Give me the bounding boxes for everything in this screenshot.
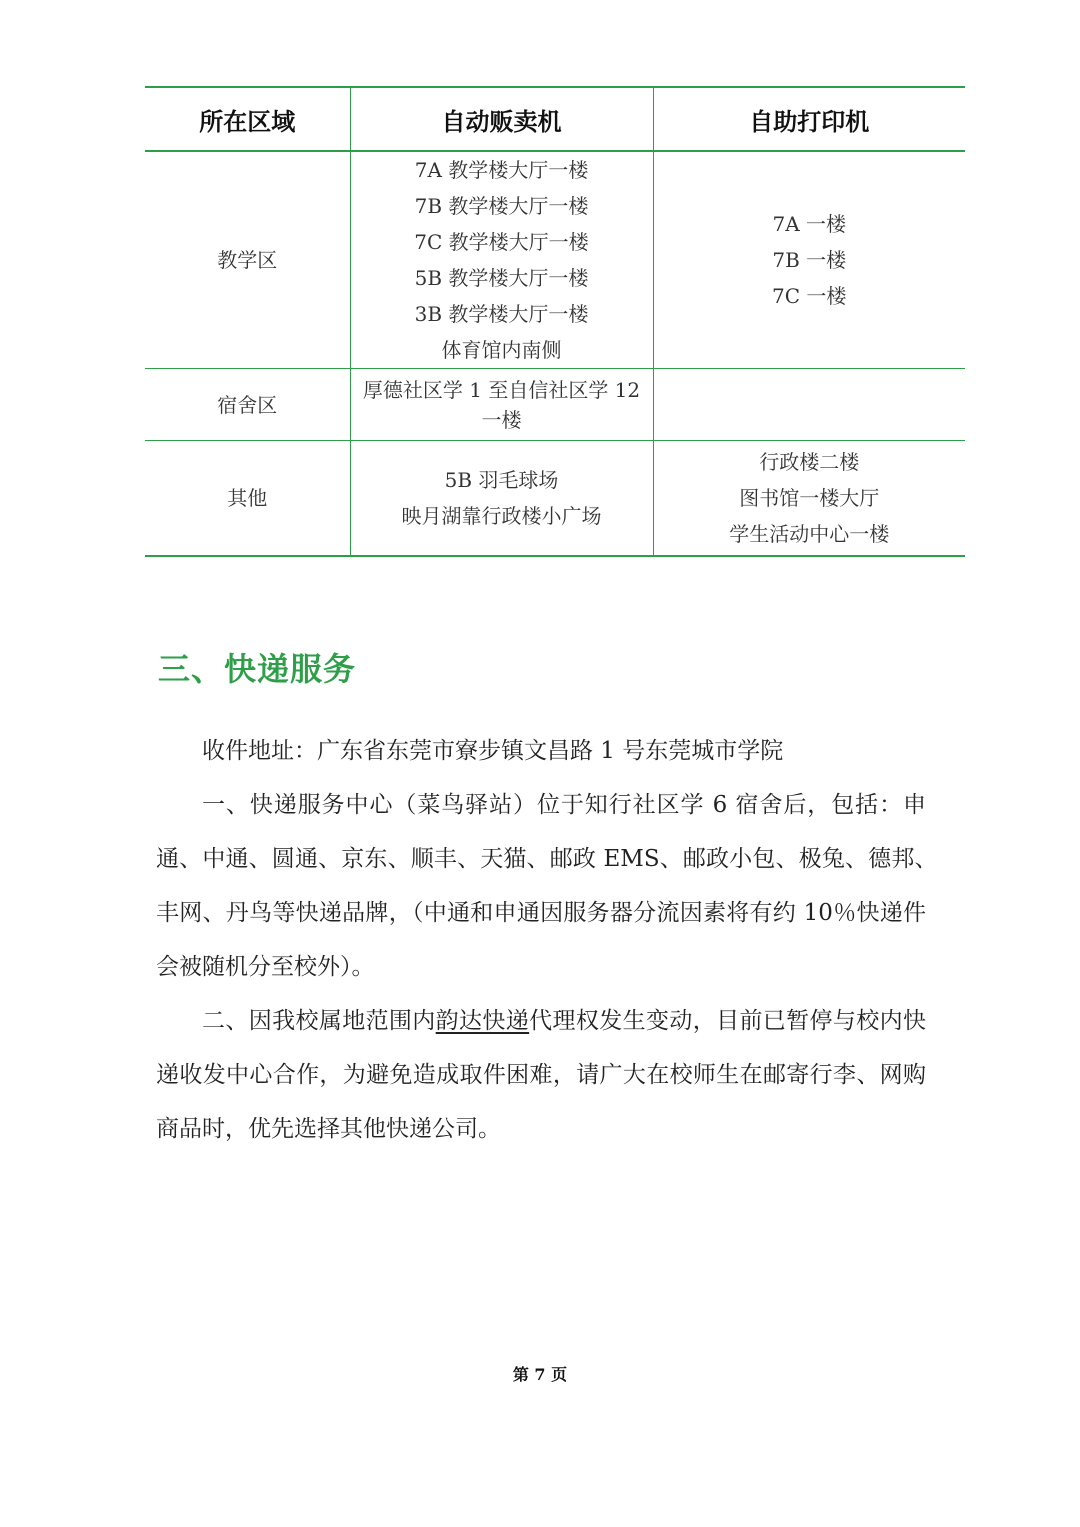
service-center-paragraph: 一、快递服务中心（菜鸟驿站）位于知行社区学 6 宿舍后，包括：申 通、中通、圆通、京东、顺丰、天猫、邮政 EMS、邮政小包、极兔、德邦、 丰网、丹鸟等快递品牌，（中通和申通因服务器分流因素将有约 10％快递件会被随机分至校外）。 bbox=[156, 792, 949, 980]
vending-location: 厚德社区学 1 至自信社区学 12 bbox=[362, 377, 641, 402]
vending-location: 映月湖靠行政楼小广场 bbox=[401, 504, 602, 528]
vending-location: 3B 教学楼大厅一楼 bbox=[414, 302, 589, 326]
printer-location: 7B 一楼 bbox=[772, 248, 847, 272]
printer-cell bbox=[653, 151, 965, 369]
printer-location: 行政楼二楼 bbox=[759, 450, 860, 474]
area-cell: 宿舍区 bbox=[145, 369, 350, 441]
vending-cell bbox=[350, 151, 653, 369]
header-printer: 自助打印机 bbox=[653, 87, 965, 151]
header-vending: 自动贩卖机 bbox=[350, 87, 653, 151]
vending-cell bbox=[350, 441, 653, 557]
printer-location: 7C 一楼 bbox=[772, 284, 847, 308]
vending-location: 5B 教学楼大厅一楼 bbox=[414, 266, 589, 290]
yunda-express-underlined: 韵达快递 bbox=[435, 1008, 530, 1034]
vending-location: 体育馆内南侧 bbox=[441, 338, 562, 362]
page-number: 第 7 页 bbox=[512, 1365, 568, 1384]
vending-location: 7C 教学楼大厅一楼 bbox=[414, 230, 589, 254]
vending-cell bbox=[350, 369, 653, 441]
area-cell: 其他 bbox=[145, 441, 350, 557]
area-cell: 教学区 bbox=[145, 151, 350, 369]
printer-cell bbox=[653, 441, 965, 557]
table-row bbox=[145, 369, 965, 441]
vending-location: 5B 羽毛球场 bbox=[444, 468, 559, 492]
address-paragraph: 收件地址：广东省东莞市寮步镇文昌路 1 号东莞城市学院 bbox=[202, 738, 784, 764]
express-service-text bbox=[156, 724, 949, 1156]
vending-location: 7B 教学楼大厅一楼 bbox=[414, 194, 589, 218]
printer-location: 7A 一楼 bbox=[772, 212, 847, 236]
printer-location: 学生活动中心一楼 bbox=[729, 522, 890, 546]
notice-text-end: 代理权发生变动，目前已暂停与校内快递收发中心合作，为避免造成取件困难，请广大在校师生在邮寄行李、网购商品时，优先选择其他快递公司。 bbox=[156, 1008, 927, 1142]
table-row bbox=[145, 151, 965, 369]
facilities-table bbox=[145, 86, 965, 557]
vending-location: 7A 教学楼大厅一楼 bbox=[414, 158, 589, 182]
yunda-notice-paragraph bbox=[156, 994, 926, 1156]
table-row bbox=[145, 441, 965, 557]
section-heading: 三、快递服务 bbox=[158, 650, 357, 688]
notice-text-start: 二、因我校属地范围内 bbox=[202, 1008, 436, 1034]
printer-location: 图书馆一楼大厅 bbox=[739, 486, 880, 510]
vending-location: 一楼 bbox=[481, 407, 522, 432]
table-header-row bbox=[145, 87, 965, 151]
printer-cell bbox=[653, 369, 965, 441]
header-area: 所在区域 bbox=[145, 87, 350, 151]
